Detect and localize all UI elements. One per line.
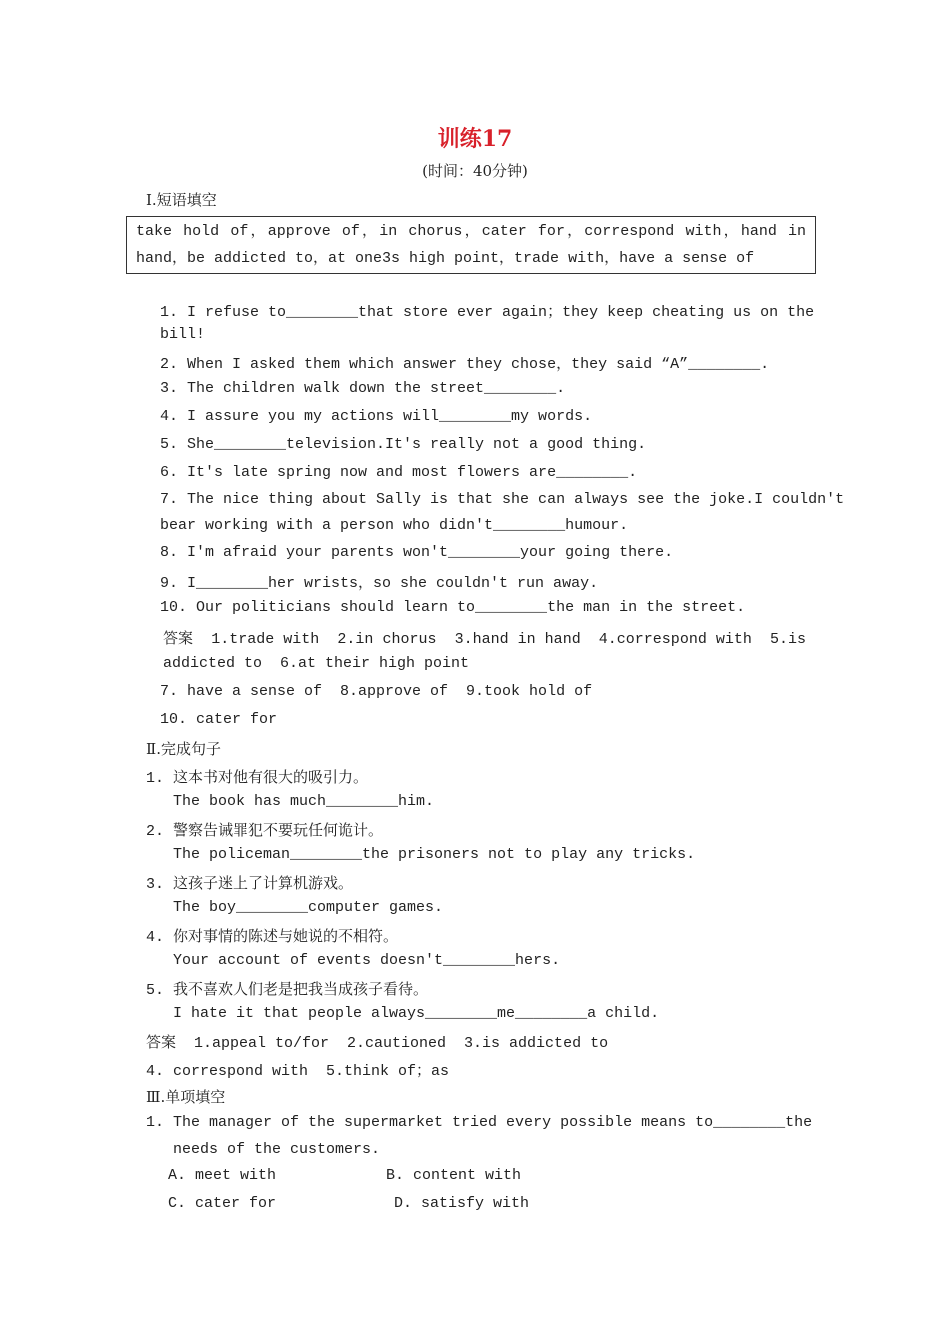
answer-line: addicted to 6.at their high point	[163, 655, 470, 672]
question-line: 3. The children walk down the street________.	[160, 380, 566, 397]
answer-line: 答案 1.appeal to/for 2.cautioned 3.is addicted to	[146, 1035, 609, 1052]
section-heading-single-choice: Ⅲ.单项填空	[146, 1088, 226, 1106]
question-line: 8. I'm afraid your parents won't________your going there.	[160, 544, 674, 561]
page-subtitle: (时间：40分钟)	[422, 162, 528, 180]
question-line: The policeman________the prisoners not to play any tricks.	[146, 846, 696, 863]
question-line: 7. The nice thing about Sally is that she can always see the joke.I couldn't	[160, 491, 845, 508]
question-line: 3. 这孩子迷上了计算机游戏。	[146, 876, 354, 893]
section-heading-complete-sentences: Ⅱ.完成句子	[146, 740, 221, 758]
question-line: 10. Our politicians should learn to________the man in the street.	[160, 599, 746, 616]
phrase-box-line: hand，be addicted to，at one3s high point，trade with，have a sense of	[136, 250, 755, 267]
question-line: 5. She________television.It's really not a good thing.	[160, 436, 647, 453]
question-line: 6. It's late spring now and most flowers are________.	[160, 464, 638, 481]
answer-line: 4. correspond with 5.think of；as	[146, 1063, 450, 1080]
option-c: C. cater for	[168, 1195, 277, 1212]
page-title: 训练17	[437, 126, 513, 152]
phrase-box-line: take hold of，approve of，in chorus，cater for，correspond with，hand in	[136, 223, 806, 240]
question-line: bill!	[160, 326, 206, 343]
question-line: 4. I assure you my actions will________my words.	[160, 408, 593, 425]
question-line: 2. 警察告诫罪犯不要玩任何诡计。	[146, 823, 384, 840]
option-d: D. satisfy with	[394, 1195, 530, 1212]
question-line: 9. I________her wrists，so she couldn't run away.	[160, 575, 599, 592]
answer-line: 10. cater for	[160, 711, 278, 728]
question-line: The book has much________him.	[146, 793, 435, 810]
option-b: B. content with	[386, 1167, 522, 1184]
question-line: The boy________computer games.	[146, 899, 444, 916]
question-line: 1. The manager of the supermarket tried every possible means to________the	[146, 1114, 813, 1131]
question-line: 2. When I asked them which answer they chose，they said “A”________.	[160, 356, 770, 373]
question-line: Your account of events doesn't________hers.	[146, 952, 561, 969]
section-heading-phrase-fill: Ⅰ.短语填空	[146, 191, 217, 209]
answer-line: 7. have a sense of 8.approve of 9.took hold of	[160, 683, 593, 700]
question-line: 5. 我不喜欢人们老是把我当成孩子看待。	[146, 982, 429, 999]
question-line: I hate it that people always________me________a child.	[146, 1005, 660, 1022]
answer-line: 答案 1.trade with 2.in chorus 3.hand in hand 4.correspond with 5.is	[163, 631, 806, 648]
question-line: needs of the customers.	[146, 1141, 381, 1158]
question-line: 1. I refuse to________that store ever again；they keep cheating us on the	[160, 304, 815, 321]
question-line: 4. 你对事情的陈述与她说的不相符。	[146, 929, 399, 946]
phrase-box	[126, 216, 816, 274]
question-line: 1. 这本书对他有很大的吸引力。	[146, 770, 369, 787]
option-a: A. meet with	[168, 1167, 277, 1184]
question-line: bear working with a person who didn't________humour.	[160, 517, 629, 534]
